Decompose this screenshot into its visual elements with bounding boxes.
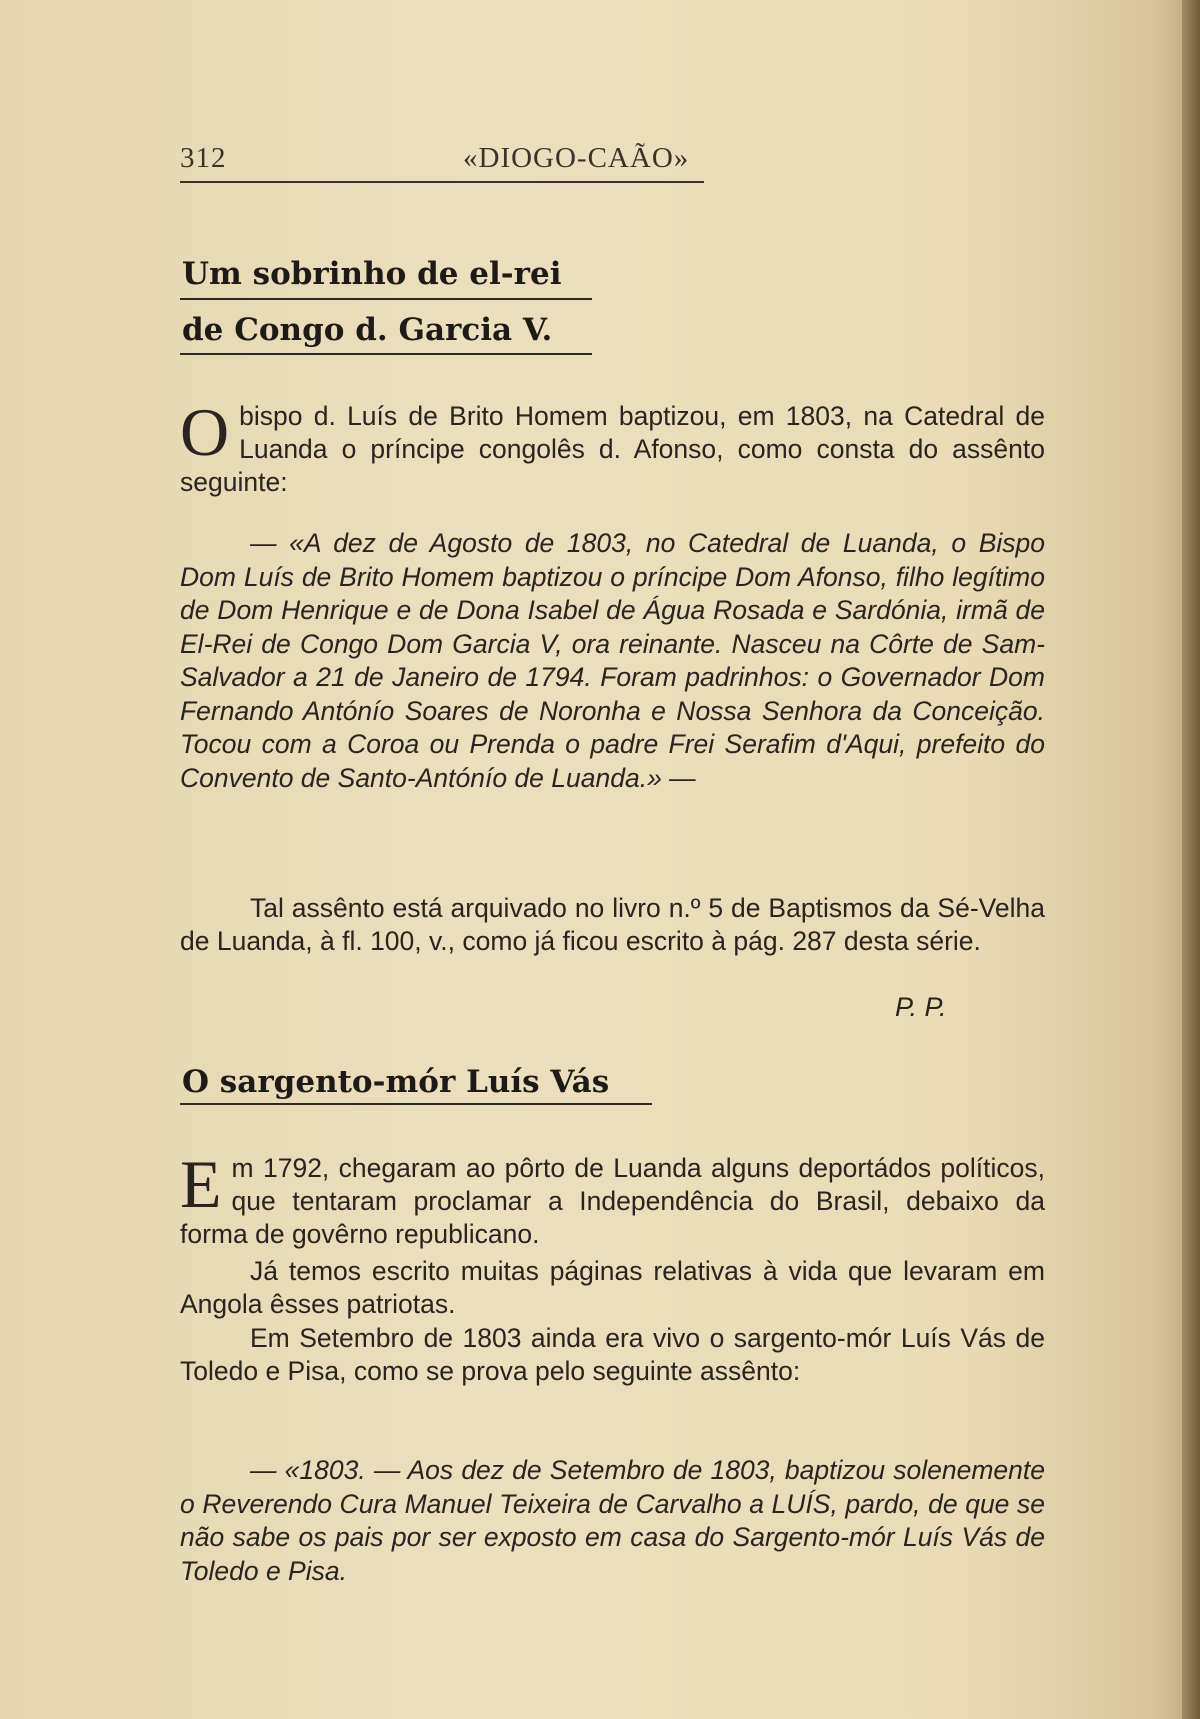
section1-dropcap: O bbox=[180, 394, 230, 470]
section2-intro-paragraph bbox=[180, 1146, 1045, 1251]
page-number: 312 bbox=[180, 142, 227, 174]
section2-dropcap: E bbox=[180, 1146, 222, 1222]
section2-paragraph-3: Em Setembro de 1803 ainda era vivo o sargento-mór Luís Vás de Toledo e Pisa, como se prova pelo seguinte assênto: bbox=[180, 1323, 1045, 1386]
section1-title-rule2 bbox=[180, 353, 592, 355]
page-edge bbox=[1182, 0, 1200, 1719]
running-header bbox=[180, 142, 704, 180]
running-title: «DIOGO-CAÃO» bbox=[463, 142, 690, 174]
section2-title: O sargento-mór Luís Vás bbox=[182, 1064, 610, 1100]
section1-quote: — «A dez de Agosto de 1803, no Catedral de Luanda, o Bispo Dom Luís de Brito Homem baptizou o príncipe Dom Afonso, filho legítimo de Dom Henrique e de Dona Isabel de Água Rosada e Sardónia, irmã de El-Rei de Congo Dom Garcia V, ora reinante. Nasceu na Côrte de Sam-Salvador a 21 de Janeiro de 1794. Foram padrinhos: o Governador Dom Fernando Antónío Soares de Noronha e Nossa Senhora da Conceição. Tocou com a Coroa ou Prenda o padre Frei Serafim d'Aqui, prefeito do Convento de Santo-Antónío de Luanda.» — bbox=[180, 528, 1045, 793]
section1-title-line1: Um sobrinho de el-rei bbox=[182, 256, 562, 292]
header-rule bbox=[180, 181, 704, 183]
section2-title-rule bbox=[180, 1103, 652, 1105]
section1-intro-paragraph bbox=[180, 394, 1045, 499]
section1-intro-text: bispo d. Luís de Brito Homem baptizou, em 1803, na Catedral de Luanda o príncipe congolês d. Afonso, como consta do assênto seguinte: bbox=[180, 401, 1045, 497]
section1-title-line2: de Congo d. Garcia V. bbox=[182, 312, 553, 348]
signature: P. P. bbox=[895, 992, 947, 1022]
section2-quote: — «1803. — Aos dez de Setembro de 1803, baptizou solenemente o Reverendo Cura Manuel Teixeira de Carvalho a LUÍS, pardo, de que se não sabe os pais por ser exposto em casa do Sargento-mór Luís Vás de Toledo e Pisa. bbox=[180, 1455, 1045, 1586]
section2-paragraph-2: Já temos escrito muitas páginas relativas à vida que levaram em Angola êsses patriotas. bbox=[180, 1256, 1045, 1319]
section1-note: Tal assênto está arquivado no livro n.º 5 de Baptismos da Sé-Velha de Luanda, à fl. 100, v., como já ficou escrito à pág. 287 desta série. bbox=[180, 893, 1045, 956]
section2-intro-text: m 1792, chegaram ao pôrto de Luanda alguns deportádos políticos, que tentaram proclamar a Independência do Brasil, debaixo da forma de govêrno republicano. bbox=[180, 1153, 1045, 1249]
section1-title-rule1 bbox=[180, 298, 592, 300]
